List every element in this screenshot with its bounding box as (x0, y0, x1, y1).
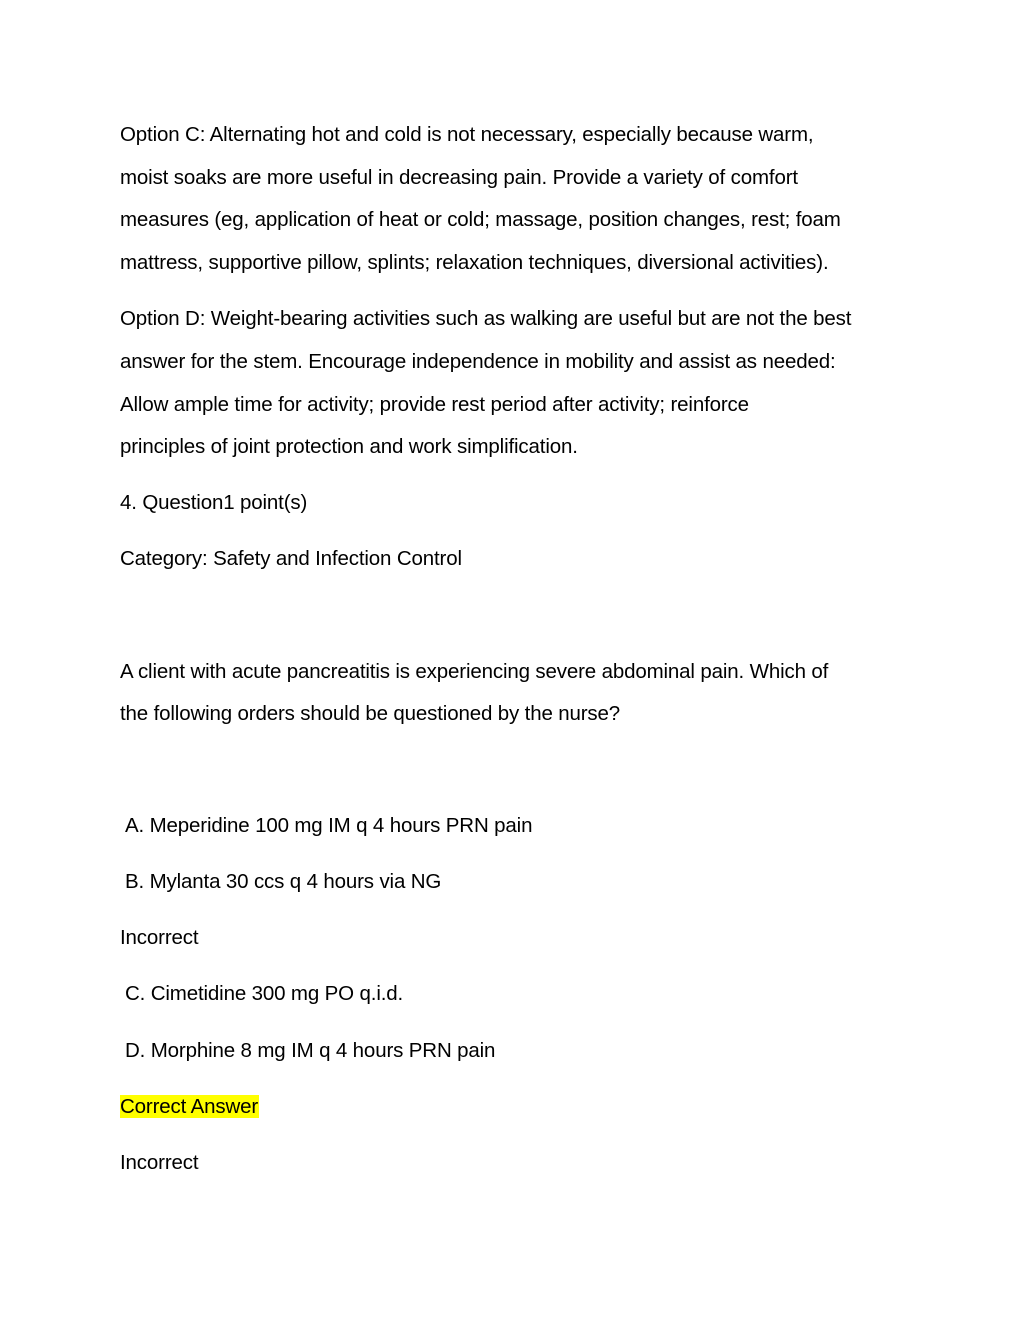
answer-option-d: D. Morphine 8 mg IM q 4 hours PRN pain (125, 1039, 496, 1062)
answer-option-c: C. Cimetidine 300 mg PO q.i.d. (125, 982, 404, 1005)
question-text-line-1: A client with acute pancreatitis is experiencing severe abdominal pain. Which of (120, 660, 829, 683)
question-text-line-2: the following orders should be questioned by the nurse? (120, 702, 621, 725)
question-header: 4. Question1 point(s) (120, 491, 308, 514)
option-c-line-1: Option C: Alternating hot and cold is not necessary, especially because warm, (120, 123, 814, 146)
option-d-line-1: Option D: Weight-bearing activities such as walking are useful but are not the best (120, 307, 852, 330)
correct-answer-row (120, 1093, 259, 1121)
answer-option-a: A. Meperidine 100 mg IM q 4 hours PRN pain (125, 814, 533, 837)
option-d-line-4: principles of joint protection and work simplification. (120, 435, 578, 458)
final-status: Incorrect (120, 1151, 199, 1174)
option-c-line-2: moist soaks are more useful in decreasing pain. Provide a variety of comfort (120, 166, 798, 189)
option-c-line-4: mattress, supportive pillow, splints; relaxation techniques, diversional activities). (120, 251, 829, 274)
option-c-line-3: measures (eg, application of heat or cold; massage, position changes, rest; foam (120, 208, 841, 231)
answer-option-b: B. Mylanta 30 ccs q 4 hours via NG (125, 870, 442, 893)
option-d-line-2: answer for the stem. Encourage independence in mobility and assist as needed: (120, 350, 836, 373)
option-d-line-3: Allow ample time for activity; provide rest period after activity; reinforce (120, 393, 749, 416)
correct-answer-label: Correct Answer (120, 1095, 259, 1118)
answer-b-status: Incorrect (120, 926, 199, 949)
category-label: Category: Safety and Infection Control (120, 547, 462, 570)
